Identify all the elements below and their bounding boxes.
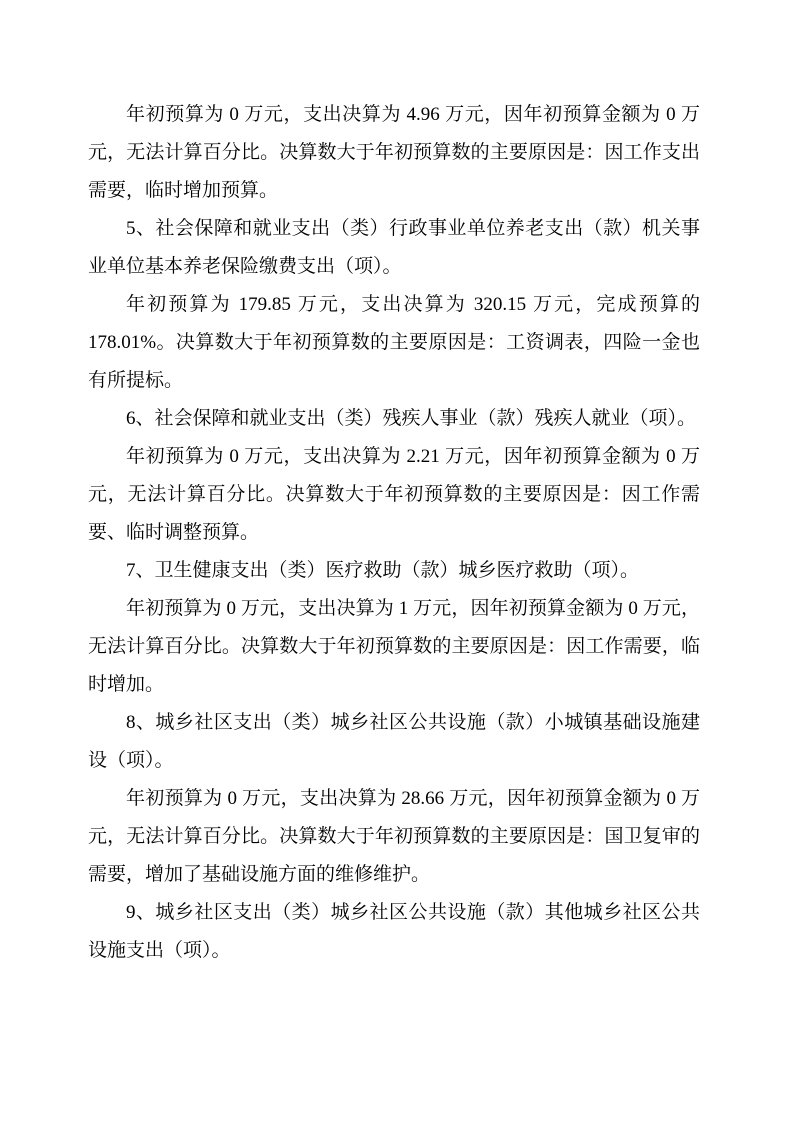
paragraph-budget-detail: 年初预算为 0 万元，支出决算为 28.66 万元，因年初预算金额为 0 万元，无法计算百分比。决算数大于年初预算数的主要原因是：国卫复审的需要，增加了基础设施方面的维修维护。 <box>88 788 700 885</box>
paragraph-budget-detail: 年初预算为 0 万元，支出决算为 4.96 万元，因年初预算金额为 0 万元，无法计算百分比。决算数大于年初预算数的主要原因是：因工作支出需要，临时增加预算。 <box>88 104 700 201</box>
paragraph-item-6-heading: 6、社会保障和就业支出（类）残疾人事业（款）残疾人就业（项）。 <box>126 408 697 429</box>
paragraph-item-9-heading: 9、城乡社区支出（类）城乡社区公共设施（款）其他城乡社区公共设施支出（项）。 <box>88 902 700 961</box>
paragraph-budget-detail: 年初预算为 0 万元，支出决算为 2.21 万元，因年初预算金额为 0 万元，无法计算百分比。决算数大于年初预算数的主要原因是：因工作需要、临时调整预算。 <box>88 446 700 543</box>
document-body <box>88 96 700 970</box>
paragraph-budget-detail: 年初预算为 0 万元，支出决算为 1 万元，因年初预算金额为 0 万元，无法计算百分比。决算数大于年初预算数的主要原因是：因工作需要，临时增加。 <box>88 598 700 695</box>
paragraph-budget-detail: 年初预算为 179.85 万元，支出决算为 320.15 万元，完成预算的 178.01%。决算数大于年初预算数的主要原因是：工资调表，四险一金也有所提标。 <box>88 294 700 391</box>
paragraph-item-5-heading: 5、社会保障和就业支出（类）行政事业单位养老支出（款）机关事业单位基本养老保险缴费支出（项）。 <box>88 218 700 277</box>
paragraph-item-8-heading: 8、城乡社区支出（类）城乡社区公共设施（款）小城镇基础设施建设（项）。 <box>88 712 700 771</box>
paragraph-item-7-heading: 7、卫生健康支出（类）医疗救助（款）城乡医疗救助（项）。 <box>126 560 640 581</box>
